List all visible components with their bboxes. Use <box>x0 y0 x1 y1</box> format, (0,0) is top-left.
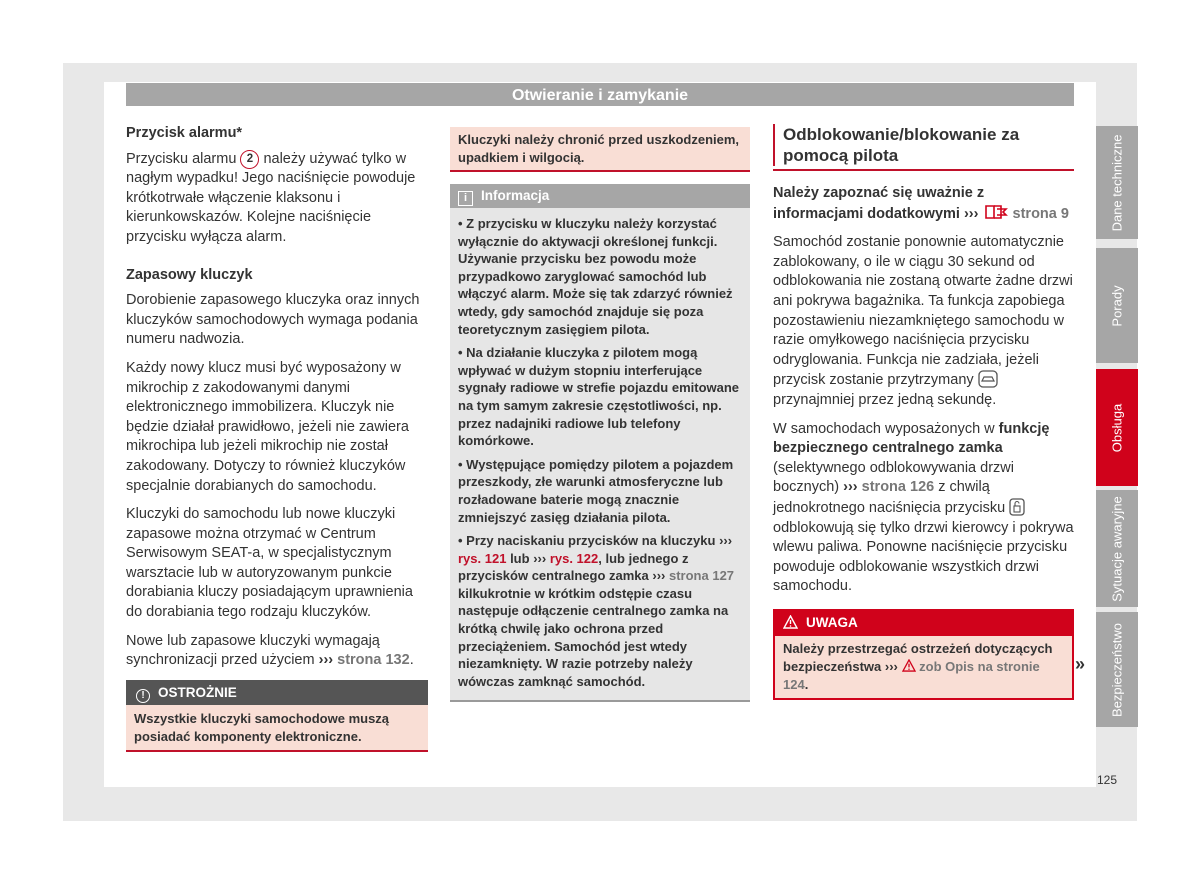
info-bullet-4: • Przy naciskaniu przycisków na kluczyku ››› rys. 121 lub ››› rys. 122, lub jednego z przycisków centralnego zamka ››› strona 127 kilkukrotnie w krótkim odstępie czasu następuje odłączenie centralnego zamka na krótką chwilę jako ochrona przed przeciążeniem. Samochód jest wtedy niezamknięty. W razie potrzeby należy wówczas zamknąć samochód. <box>458 533 735 689</box>
link-rys-122[interactable]: rys. 122 <box>549 550 599 566</box>
car-button-icon <box>978 370 998 388</box>
tab-sytuacje-awaryjne[interactable]: Sytuacje awaryjne <box>1096 490 1138 607</box>
info-header: i Informacja <box>450 184 750 208</box>
info-icon: i <box>458 191 473 206</box>
intro-paragraph: Należy zapoznać się uważnie z informacjami dodatkowymi ››› strona 9 <box>773 185 1069 222</box>
page-number: 125 <box>1097 773 1118 787</box>
column-3 <box>773 124 1074 700</box>
spare-paragraph-2: Każdy nowy klucz musi być wyposażony w mikrochip z zakodowanymi danymi elektronicznego immobilizera. Kluczyk nie będzie działał prawidłowo, jeżeli nie zawiera mikrochipa lub jeżeli mikrochip nie został zakodowany. Dotyczy to również kluczyków specjalnie dorabianych do samochodu. <box>126 359 409 494</box>
info-box <box>450 184 750 702</box>
spare-paragraph-3: Kluczyki do samochodu lub nowe kluczyki zapasowe można otrzymać w Centrum Serwisowym SEAT-a, w specjalistycznym warsztacie lub w autoryzowanym punkcie dorabiania kluczy posiadającym uprawnienia do dorabiania tego rodzaju kluczyków. <box>126 506 413 621</box>
book-icon <box>983 204 1009 220</box>
alarm-paragraph: Przycisku alarmu 2 należy używać tylko w nagłym wypadku! Jego naciśnięcie powoduje krótkotrwałe włączenie klaksonu i kierunkowskazów. Kolejne naciśnięcie przycisku wyłącza alarm. <box>126 150 416 245</box>
warning-triangle-icon <box>902 659 916 672</box>
callout-number: 2 <box>240 150 259 169</box>
spare-paragraph-4: Nowe lub zapasowe kluczyki wymagają synchronizacji przed użyciem ››› strona 132. <box>126 632 414 669</box>
link-rys-121[interactable]: rys. 121 <box>458 550 507 566</box>
chapter-header: Otwieranie i zamykanie <box>126 83 1074 106</box>
continue-mark: » <box>1075 654 1086 674</box>
safe-lock-paragraph: W samochodach wyposażonych w funkcję bezpiecznego centralnego zamka (selektywnego odblokowywania drzwi bocznych) ››› strona 126 z chwilą jednokrotnego naciśnięcia przycisku odblokowują się tylko drzwi kierowcy i pokrywa wlewu paliwa. Ponowne naciśnięcie przycisku powoduje odblokowanie wszystkich drzwi samochodu. <box>773 420 1074 595</box>
spare-paragraph-1: Dorobienie zapasowego kluczyka oraz innych kluczyków samochodowych wymaga podania numeru nadwozia. <box>126 292 420 348</box>
warning-header: UWAGA <box>773 609 1074 636</box>
link-strona-9[interactable]: strona 9 <box>1012 205 1069 222</box>
info-bullet-2: • Na działanie kluczyka z pilotem mogą wpływać w dużym stopniu interferujące sygnały radiowe w strefie pojazdu emitowane na tym samym zakresie częstotliwości, np. przez nadajniki radiowe lub telefony komórkowe. <box>458 345 740 449</box>
caution-header: ! OSTROŻNIE <box>126 680 428 705</box>
column-1 <box>126 124 428 752</box>
tip-box: Kluczyki należy chronić przed uszkodzeniem, upadkiem i wilgocią. <box>450 127 750 172</box>
link-strona-126[interactable]: strona 126 <box>861 479 935 496</box>
warning-triangle-icon <box>783 615 798 629</box>
exclamation-icon: ! <box>136 689 150 703</box>
info-bullet-1: • Z przycisku w kluczyku należy korzystać wyłącznie do aktywacji określonej funkcji. Używanie przycisku bez powodu może przypadkowo zaryglować samochód lub włączyć alarm. Może się tak zdarzyć również wtedy, gdy samochód znajduje się poza teoretycznym zasięgiem pilota. <box>458 216 733 337</box>
warning-body: Należy przestrzegać ostrzeżeń dotyczących bezpieczeństwa ››› zob Opis na stronie 124. <box>773 636 1074 700</box>
link-strona-132[interactable]: strona 132 <box>337 652 410 669</box>
unlock-button-icon <box>1009 498 1025 516</box>
tab-dane-techniczne[interactable]: Dane techniczne <box>1096 126 1138 239</box>
caution-text: Wszystkie kluczyki samochodowe muszą posiadać komponenty elektroniczne. <box>126 705 428 752</box>
auto-lock-paragraph: Samochód zostanie ponownie automatycznie zablokowany, o ile w ciągu 30 sekund od odblokowania nie zostaną otwarte żadne drzwi ani pokrywa bagażnika. Ta funkcja zapobiega pozostawieniu niezamkniętego samochodu w razie omyłkowego naciśnięcia przycisku odryglowania. Funkcja nie zadziała, jeżeli przycisk zostanie przytrzymany przynajmniej przez jedną sekundę. <box>773 234 1073 408</box>
info-body <box>450 208 750 700</box>
caution-box <box>126 680 428 752</box>
tab-bezpieczenstwo[interactable]: Bezpieczeństwo <box>1096 612 1138 727</box>
alarm-title: Przycisk alarmu* <box>126 125 243 141</box>
spare-key-title: Zapasowy kluczyk <box>126 266 253 283</box>
info-bullet-3: • Występujące pomiędzy pilotem a pojazdem przeszkody, złe warunki atmosferyczne lub rozładowane baterie mogą znacznie zmniejszyć zasięg działania pilota. <box>458 456 734 525</box>
tab-obsluga[interactable]: Obsługa <box>1096 369 1138 486</box>
link-opis-strona-124[interactable]: zob Opis na stronie 124 <box>783 658 1040 692</box>
section-title: Odblokowanie/blokowanie za pomocą pilota <box>773 124 1074 171</box>
link-strona-127[interactable]: strona 127 <box>669 568 735 584</box>
column-2 <box>450 127 750 702</box>
tab-porady[interactable]: Porady <box>1096 248 1138 363</box>
